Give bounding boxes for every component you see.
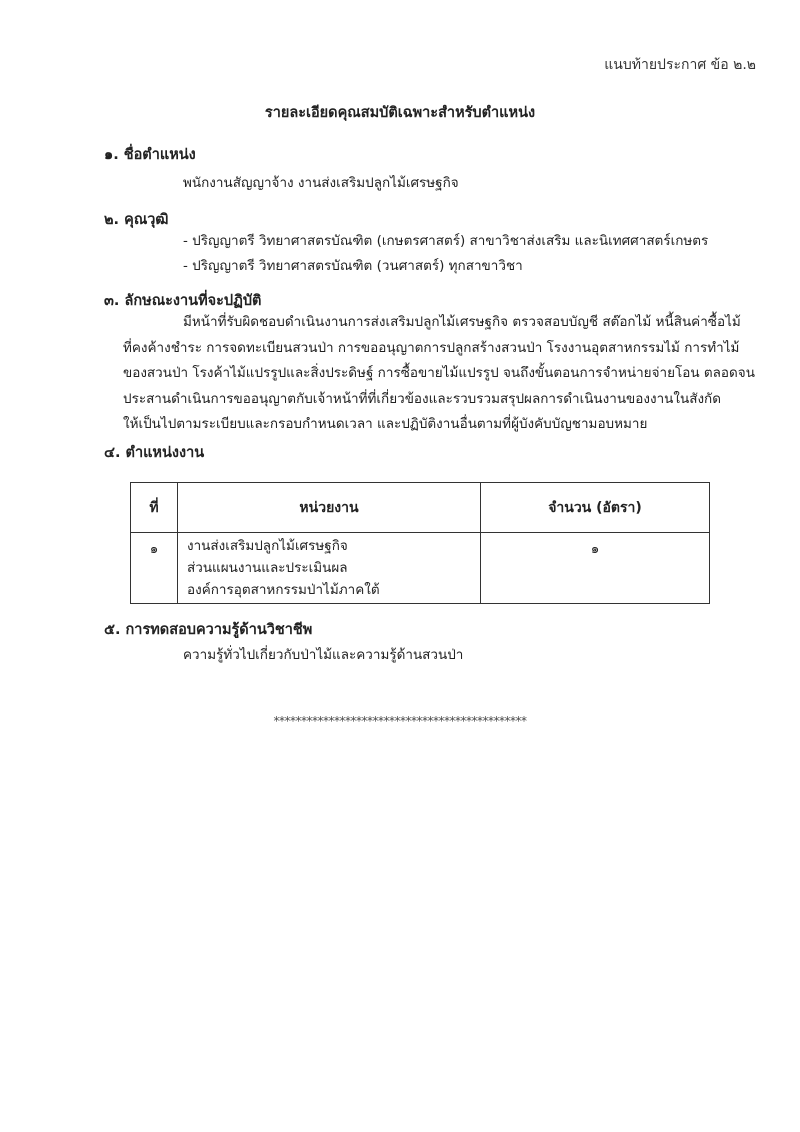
duties-line: ประสานดำเนินการขออนุญาตกับเจ้าหน้าที่ที่เกี่ยวข้องและรวบรวมสรุปผลการดำเนินงานของงานในสังกัด [123, 390, 721, 407]
exam-subject: ความรู้ทั่วไปเกี่ยวกับป่าไม้และความรู้ด้านสวนป่า [183, 647, 464, 663]
section-1-heading: ๑. ชื่อตำแหน่ง [104, 147, 196, 163]
section-4-heading: ๔. ตำแหน่งงาน [104, 445, 205, 461]
header-unit: หน่วยงาน [178, 483, 481, 533]
qualification-item: - ปริญญาตรี วิทยาศาสตรบัณฑิต (วนศาสตร์) ทุกสาขาวิชา [183, 258, 523, 274]
duties-line: ที่คงค้างชำระ การจดทะเบียนสวนป่า การขออนุญาตการปลูกสร้างสวนป่า โรงงานอุตสาหกรรมไม้ การทำไม้ [123, 339, 740, 356]
duties-paragraph [123, 310, 755, 438]
row-count: ๑ [481, 533, 710, 604]
table-row [131, 533, 710, 604]
annex-note: แนบท้ายประกาศ ข้อ ๒.๒ [604, 57, 756, 73]
row-unit [178, 533, 481, 604]
duties-line: ของสวนป่า โรงค้าไม้แปรรูปและสิ่งประดิษฐ์ การซื้อขายไม้แปรรูป จนถึงขั้นตอนการจำหน่ายจ่ายโอน ตลอดจน [123, 365, 755, 381]
header-count: จำนวน (อัตรา) [481, 483, 710, 533]
unit-line: งานส่งเสริมปลูกไม้เศรษฐกิจ [187, 538, 348, 554]
header-no: ที่ [131, 483, 178, 533]
section-3-heading: ๓. ลักษณะงานที่จะปฏิบัติ [104, 293, 262, 309]
qualification-item: - ปริญญาตรี วิทยาศาสตรบัณฑิต (เกษตรศาสตร์) สาขาวิชาส่งเสริม และนิเทศศาสตร์เกษตร [183, 233, 709, 249]
duties-line: ให้เป็นไปตามระเบียบและกรอบกำหนดเวลา และปฏิบัติงานอื่นตามที่ผู้บังคับบัญชามอบหมาย [123, 416, 648, 432]
end-separator: ********************************************** [273, 714, 527, 728]
position-name: พนักงานสัญญาจ้าง งานส่งเสริมปลูกไม้เศรษฐกิจ [183, 175, 459, 191]
section-2-heading: ๒. คุณวุฒิ [104, 212, 169, 228]
duties-line: มีหน้าที่รับผิดชอบดำเนินงานการส่งเสริมปลูกไม้เศรษฐกิจ ตรวจสอบบัญชี สต๊อกไม้ หนี้สินค่าซื้อไม้ [183, 314, 741, 330]
positions-table [130, 482, 710, 604]
table-header-row [131, 483, 710, 533]
unit-line: ส่วนแผนงานและประเมินผล [187, 560, 348, 576]
section-5-heading: ๕. การทดสอบความรู้ด้านวิชาชีพ [104, 622, 313, 638]
document-title: รายละเอียดคุณสมบัติเฉพาะสำหรับตำแหน่ง [264, 105, 536, 121]
unit-line: องค์การอุตสาหกรรมป่าไม้ภาคใต้ [187, 582, 380, 598]
row-no: ๑ [131, 533, 178, 604]
